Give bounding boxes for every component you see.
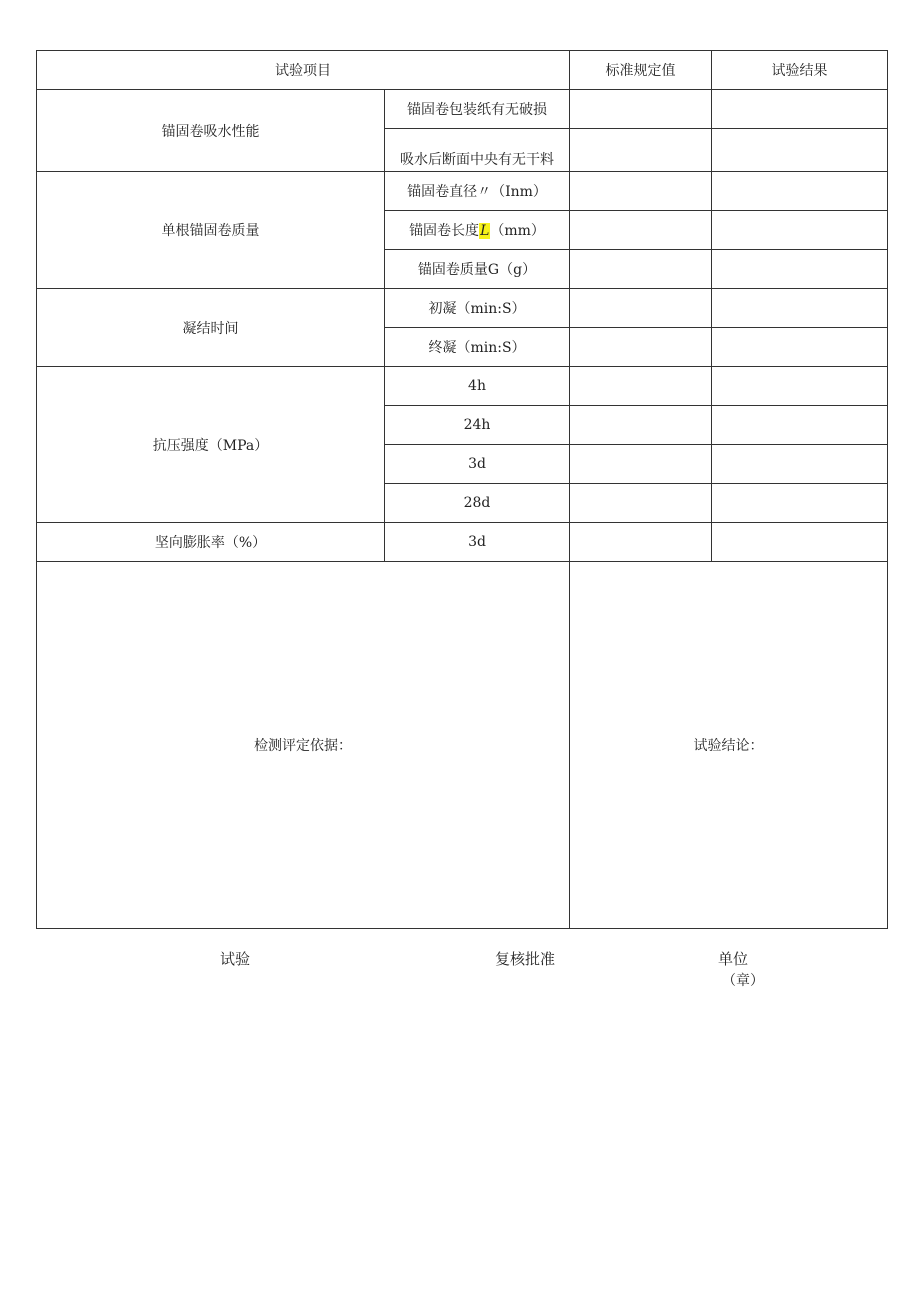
item-length-unit: （mm） [490,223,545,239]
length-symbol-highlight: L [480,223,490,239]
item-strength-28d: 28d [385,484,570,523]
standard-cell[interactable] [570,367,712,406]
group-setting-time: 凝结时间 [37,289,385,367]
result-cell[interactable] [712,367,888,406]
group-single-roll-quality: 单根锚固卷质量 [37,172,385,289]
group-compressive-strength: 抗压强度（MPa） [37,367,385,523]
result-cell[interactable] [712,523,888,562]
test-record-table [36,50,888,929]
table-header-row [37,51,888,90]
standard-cell[interactable] [570,328,712,367]
header-test-result: 试验结果 [712,51,888,90]
result-cell[interactable] [712,406,888,445]
basis-area[interactable] [37,562,570,929]
result-cell[interactable] [712,484,888,523]
group-vertical-expansion: 坚向膨胀率（%） [37,523,385,562]
footer-test: 试验 [220,950,251,968]
result-cell[interactable] [712,445,888,484]
item-wrapper-damage: 锚固卷包装纸有无破损 [385,90,570,129]
table-row [37,523,888,562]
standard-cell[interactable] [570,250,712,289]
table-row [37,562,888,929]
test-record-sheet [36,50,887,929]
item-initial-set: 初凝（min:S） [385,289,570,328]
item-length [385,211,570,250]
standard-cell[interactable] [570,406,712,445]
item-strength-3d: 3d [385,445,570,484]
table-row [37,289,888,328]
item-mass: 锚固卷质量G（g） [385,250,570,289]
standard-cell[interactable] [570,523,712,562]
item-strength-24h: 24h [385,406,570,445]
standard-cell[interactable] [570,172,712,211]
header-test-item: 试验项目 [37,51,570,90]
header-standard-value: 标准规定值 [570,51,712,90]
conclusion-label: 试验结论： [693,738,764,754]
item-length-label: 锚固卷长度 [409,223,480,239]
item-strength-4h: 4h [385,367,570,406]
standard-cell[interactable] [570,90,712,129]
footer-review-approve: 复核批准 [495,950,556,968]
result-cell[interactable] [712,172,888,211]
result-cell[interactable] [712,90,888,129]
footer-seal: （章） [722,973,764,989]
table-row [37,90,888,129]
result-cell[interactable] [712,211,888,250]
standard-cell[interactable] [570,211,712,250]
result-cell[interactable] [712,250,888,289]
result-cell[interactable] [712,289,888,328]
table-row [37,367,888,406]
standard-cell[interactable] [570,289,712,328]
standard-cell[interactable] [570,484,712,523]
standard-cell[interactable] [570,129,712,172]
standard-cell[interactable] [570,445,712,484]
item-dry-core: 吸水后断面中央有无干料 [385,129,570,172]
item-diameter: 锚固卷直径〃（Inm） [385,172,570,211]
basis-label: 检测评定依据： [254,738,352,754]
conclusion-area[interactable] [570,562,888,929]
table-row [37,172,888,211]
result-cell[interactable] [712,129,888,172]
item-final-set: 终凝（min:S） [385,328,570,367]
result-cell[interactable] [712,328,888,367]
group-water-absorption: 锚固卷吸水性能 [37,90,385,172]
footer-unit: 单位 [718,950,749,968]
item-expansion-3d: 3d [385,523,570,562]
